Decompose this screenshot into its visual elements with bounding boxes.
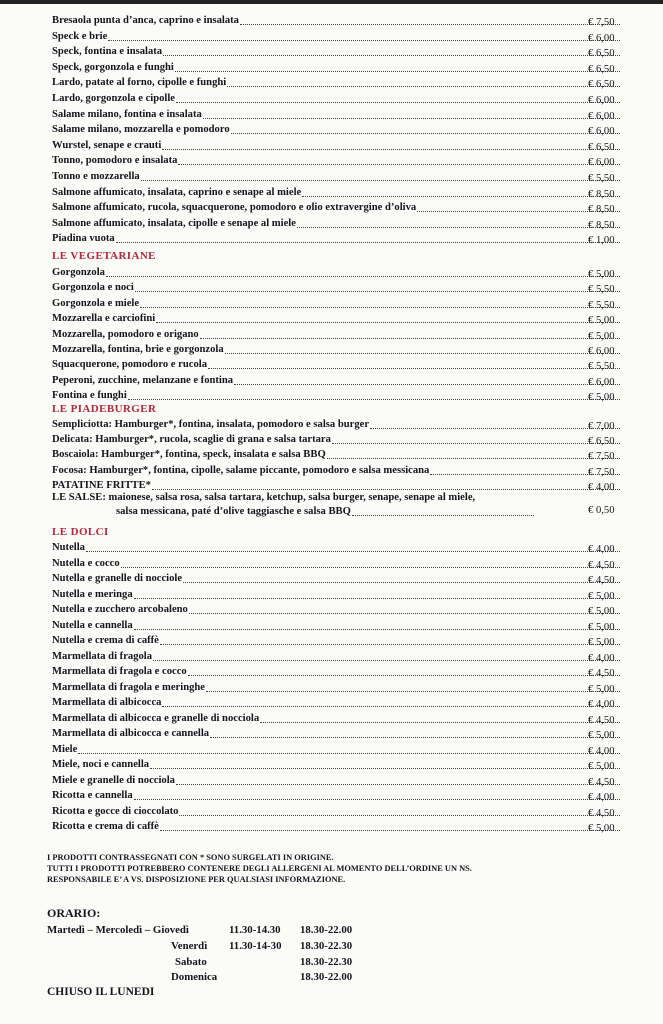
dot-leader [162, 149, 620, 150]
dot-leader [135, 291, 620, 292]
dot-leader [231, 133, 620, 134]
menu-item [52, 232, 622, 245]
item-name: Nutella e cocco [52, 557, 120, 569]
dot-leader [176, 784, 620, 785]
dot-leader [176, 102, 620, 103]
hours-dinner: 18.30-22.30 [300, 940, 353, 952]
item-price: € 4,00 [588, 544, 615, 555]
hours-dinner: 18.30-22.00 [300, 924, 353, 936]
dot-leader [86, 551, 620, 552]
section-dolci: LE DOLCI [52, 526, 109, 538]
menu-item [52, 774, 622, 787]
item-price: € 6,00 [588, 95, 615, 106]
menu-item [52, 433, 622, 446]
menu-item [52, 266, 622, 279]
item-name: Delicata: Hamburger*, rucola, scaglie di grana e salsa tartara [52, 434, 331, 446]
menu-item [52, 343, 622, 356]
item-price: € 6,00 [588, 157, 615, 169]
item-name: Peperoni, zucchine, melanzane e fontina [52, 374, 234, 386]
item-price: € 5,00 [588, 621, 615, 633]
item-name: Sempliciotta: Hamburger*, fontina, insalata, pomodoro e salsa burger [52, 419, 370, 430]
note-line: I PRODOTTI CONTRASSEGNATI CON * SONO SURGELATI IN ORIGINE. [47, 853, 334, 862]
hours-dinner: 18.30-22.30 [300, 956, 353, 968]
item-price: € 4,00 [588, 745, 615, 757]
menu-item [52, 727, 622, 740]
item-price: € 4,00 [588, 652, 615, 664]
item-name: Miele, noci e cannella [52, 759, 150, 770]
dot-leader [206, 691, 620, 692]
dot-leader [352, 505, 534, 516]
item-price: € 6,00 [588, 126, 615, 138]
item-price: € 5,50 [588, 299, 615, 311]
dot-leader [78, 753, 620, 754]
item-name: Tonno, pomodoro e insalata [52, 155, 178, 167]
item-price: € 5,00 [588, 823, 615, 834]
item-price: € 7,50 [588, 466, 615, 478]
item-name: Nutella e meringa [52, 588, 133, 600]
menu-item [52, 572, 622, 585]
menu-item [52, 634, 622, 647]
dot-leader [370, 428, 620, 429]
hours-days: Sabato [175, 956, 207, 968]
item-name: Focosa: Hamburger*, fontina, cipolle, salame piccante, pomodoro e salsa messicana [52, 464, 430, 476]
item-name: Ricotta e crema di caffè [52, 821, 159, 832]
hours-lunch: 11.30-14-30 [229, 940, 282, 952]
item-price: € 6,00 [588, 346, 615, 357]
item-name: Speck, gorgonzola e funghi [52, 61, 174, 73]
menu-item [52, 789, 622, 802]
dot-leader [203, 118, 620, 119]
dot-leader [153, 660, 620, 661]
section-piadeburger: LE PIADEBURGER [52, 403, 157, 415]
hours-days: Martedì – Mercoledì – Giovedì [47, 924, 189, 936]
dot-leader [116, 242, 620, 243]
item-name: Gorgonzola e miele [52, 297, 140, 309]
dot-leader [297, 227, 620, 228]
item-price: € 8,50 [588, 188, 615, 200]
menu-item [52, 681, 622, 694]
item-name: Marmellata di fragola e meringhe [52, 681, 205, 693]
menu-item [52, 743, 622, 756]
item-price: € 8,50 [588, 204, 615, 216]
dot-leader [121, 567, 620, 568]
item-price: € 5,00 [588, 330, 615, 342]
dot-leader [240, 24, 620, 25]
item-price: € 5,00 [588, 761, 615, 772]
menu-item [52, 389, 622, 402]
hours-row [47, 940, 427, 955]
item-name: Tonno e mozzarella [52, 171, 140, 182]
dot-leader [156, 322, 620, 323]
item-name: PATATINE FRITTE* [52, 479, 151, 491]
salse-line-2-row [116, 505, 536, 518]
item-name: Ricotta e cannella [52, 790, 133, 801]
item-price: € 4,50 [588, 668, 615, 679]
item-price: € 5,50 [588, 361, 615, 373]
item-name: Marmellata di fragola [52, 650, 153, 662]
dot-leader [108, 40, 620, 41]
menu-item [52, 61, 622, 74]
item-price: € 4,50 [588, 714, 615, 726]
hours-days: Domenica [171, 971, 218, 983]
menu-item [52, 464, 622, 477]
hours-dinner: 18.30-22.00 [300, 971, 353, 983]
item-name: Salame milano, mozzarella e pomodoro [52, 124, 230, 136]
item-price: € 6,00 [588, 376, 615, 388]
item-price: € 5,50 [588, 284, 615, 296]
menu-item [52, 328, 622, 341]
dot-leader [134, 799, 620, 800]
dot-leader [179, 815, 620, 816]
closed-day: CHIUSO IL LUNEDI [47, 986, 155, 998]
menu-item [52, 418, 622, 431]
menu-item [52, 30, 622, 43]
item-name: Ricotta e gocce di cioccolato [52, 805, 179, 817]
item-price: € 4,50 [588, 575, 615, 586]
dot-leader [175, 71, 620, 72]
item-name: Marmellata di fragola e cocco [52, 666, 187, 677]
item-price: € 1,00 [588, 235, 615, 247]
menu-item [52, 665, 622, 678]
item-price: € 7,00 [588, 421, 615, 432]
item-price: € 4,00 [588, 481, 615, 493]
hours-days: Venerdì [171, 940, 208, 952]
item-name: Nutella e crema di caffè [52, 635, 159, 646]
menu-item [52, 108, 622, 121]
item-name: Mozzarella, fontina, brie e gorgonzola [52, 344, 224, 355]
menu-item [52, 374, 622, 387]
dot-leader [134, 598, 620, 599]
item-price: € 7,50 [588, 451, 615, 463]
item-name: Mozzarella e carciofini [52, 313, 156, 325]
dot-leader [234, 384, 620, 385]
menu-item [52, 712, 622, 725]
menu-item [52, 201, 622, 214]
item-name: Boscaiola: Hamburger*, fontina, speck, insalata e salsa BBQ [52, 449, 326, 461]
item-name: Marmellata di albicocca [52, 697, 162, 708]
item-name: Speck e brie [52, 30, 108, 42]
menu-item [52, 758, 622, 771]
dot-leader [183, 582, 620, 583]
item-price: € 5,00 [588, 606, 615, 617]
item-price: € 5,00 [588, 269, 615, 280]
menu-item [52, 588, 622, 601]
item-name: Salmone affumicato, insalata, cipolle e senape al miele [52, 217, 296, 229]
item-name: Piadina vuota [52, 233, 115, 245]
item-name: Salame milano, fontina e insalata [52, 108, 202, 120]
menu-item [52, 76, 622, 89]
item-price: € 6,00 [588, 32, 615, 44]
menu-item [52, 619, 622, 632]
item-price: € 7,50 [588, 17, 615, 28]
item-price: € 4,50 [588, 776, 615, 788]
dot-leader [152, 489, 620, 490]
dot-leader [227, 86, 620, 87]
item-price: € 8,50 [588, 219, 615, 231]
item-name: Lardo, patate al forno, cipolle e funghi [52, 77, 227, 89]
menu-item [52, 557, 622, 570]
item-price: € 6,50 [588, 63, 615, 75]
hours-title: ORARIO: [47, 906, 101, 920]
top-edge-shadow [0, 0, 663, 4]
dot-leader [225, 353, 620, 354]
menu-item [52, 281, 622, 294]
menu-item [52, 217, 622, 230]
dot-leader [302, 196, 620, 197]
menu-item [52, 358, 622, 371]
item-price: € 5,00 [588, 730, 615, 741]
item-name: Nutella e cannella [52, 619, 133, 631]
item-name: Gorgonzola [52, 267, 105, 278]
item-name: Squacquerone, pomodoro e rucola [52, 359, 207, 371]
menu-item [52, 603, 622, 616]
item-name: Nutella e zucchero arcobaleno [52, 604, 188, 615]
item-price: € 5,50 [588, 173, 615, 184]
menu-item [52, 92, 622, 105]
item-price: € 6,50 [588, 79, 615, 91]
menu-item [52, 479, 622, 492]
dot-leader [178, 164, 620, 165]
note-line: TUTTI I PRODOTTI POTREBBERO CONTENERE DEGLI ALLERGENI AL MOMENTO DELL’ORDINE UN NS. [47, 864, 472, 873]
item-name: Bresaola punta d’anca, caprino e insalata [52, 15, 239, 26]
menu-item [52, 123, 622, 136]
menu-item [52, 297, 622, 310]
dot-leader [134, 629, 620, 630]
dot-leader [260, 722, 620, 723]
dot-leader [188, 675, 620, 676]
item-price: € 6,50 [588, 141, 615, 153]
item-price: € 5,00 [588, 315, 615, 327]
item-price: € 5,00 [588, 683, 615, 695]
salse-line-1: LE SALSE: maionese, salsa rosa, salsa tartara, ketchup, salsa burger, senape, senape al miele, [52, 492, 476, 503]
allergen-notes [47, 852, 472, 885]
hours-lunch: 11.30-14.30 [229, 924, 281, 936]
dot-leader [200, 338, 620, 339]
item-name: Mozzarella, pomodoro e origano [52, 328, 199, 340]
item-name: Gorgonzola e noci [52, 282, 134, 294]
hours-row [47, 971, 427, 986]
menu-item [52, 186, 622, 199]
menu-item [52, 541, 622, 554]
item-name: Speck, fontina e insalata [52, 46, 163, 58]
salse-price: € 0,50 [588, 505, 615, 516]
dot-leader [140, 307, 620, 308]
dot-leader [160, 644, 620, 645]
item-price: € 5,00 [588, 392, 615, 404]
menu-item [52, 14, 622, 27]
dot-leader [162, 706, 620, 707]
item-name: Miele e granelle di nocciola [52, 774, 175, 786]
item-price: € 4,00 [588, 699, 615, 710]
item-name: Salmone affumicato, rucola, squacquerone, pomodoro e olio extravergine d’oliva [52, 202, 417, 214]
item-price: € 6,00 [588, 110, 615, 122]
salse-line-2: salsa messicana, paté d’olive taggiasche e salsa BBQ [116, 506, 351, 517]
dot-leader [332, 443, 620, 444]
item-price: € 5,00 [588, 637, 615, 648]
dot-leader [327, 458, 620, 459]
dot-leader [160, 830, 620, 831]
menu-item [52, 154, 622, 167]
menu-item [52, 820, 622, 833]
item-price: € 4,00 [588, 792, 615, 803]
dot-leader [106, 276, 620, 277]
dot-leader [128, 399, 620, 400]
section-vegetariane: LE VEGETARIANE [52, 250, 156, 262]
dot-leader [210, 737, 620, 738]
menu-item [52, 448, 622, 461]
dot-leader [163, 55, 620, 56]
dot-leader [150, 768, 620, 769]
note-line: RESPONSABILE E’ A VS. DISPOSIZIONE PER QUALSIASI INFORMAZIONE. [47, 875, 346, 884]
dot-leader [189, 613, 620, 614]
item-name: Wurstel, senape e crauti [52, 139, 162, 151]
hours-row [47, 924, 427, 939]
item-price: € 6,50 [588, 436, 615, 448]
item-price: € 4,50 [588, 559, 615, 571]
menu-item [52, 805, 622, 818]
item-price: € 5,00 [588, 590, 615, 602]
item-name: Marmellata di albicocca e cannella [52, 728, 210, 739]
menu-item [52, 650, 622, 663]
item-name: Lardo, gorgonzola e cipolle [52, 93, 175, 104]
menu-item [52, 696, 622, 709]
item-name: Salmone affumicato, insalata, caprino e senape al miele [52, 186, 302, 198]
menu-item [52, 45, 622, 58]
item-price: € 6,50 [588, 48, 615, 60]
item-name: Marmellata di albicocca e granelle di nocciola [52, 712, 260, 724]
item-name: Nutella e granelle di nocciole [52, 573, 183, 584]
menu-item [52, 139, 622, 152]
dot-leader [208, 368, 620, 369]
item-price: € 4,50 [588, 807, 615, 819]
hours-row [47, 956, 427, 971]
item-name: Fontina e funghi [52, 390, 127, 402]
menu-item [52, 170, 622, 183]
dot-leader [141, 180, 620, 181]
item-name: Miele [52, 743, 78, 755]
menu-item [52, 312, 622, 325]
item-name: Nutella [52, 542, 85, 553]
